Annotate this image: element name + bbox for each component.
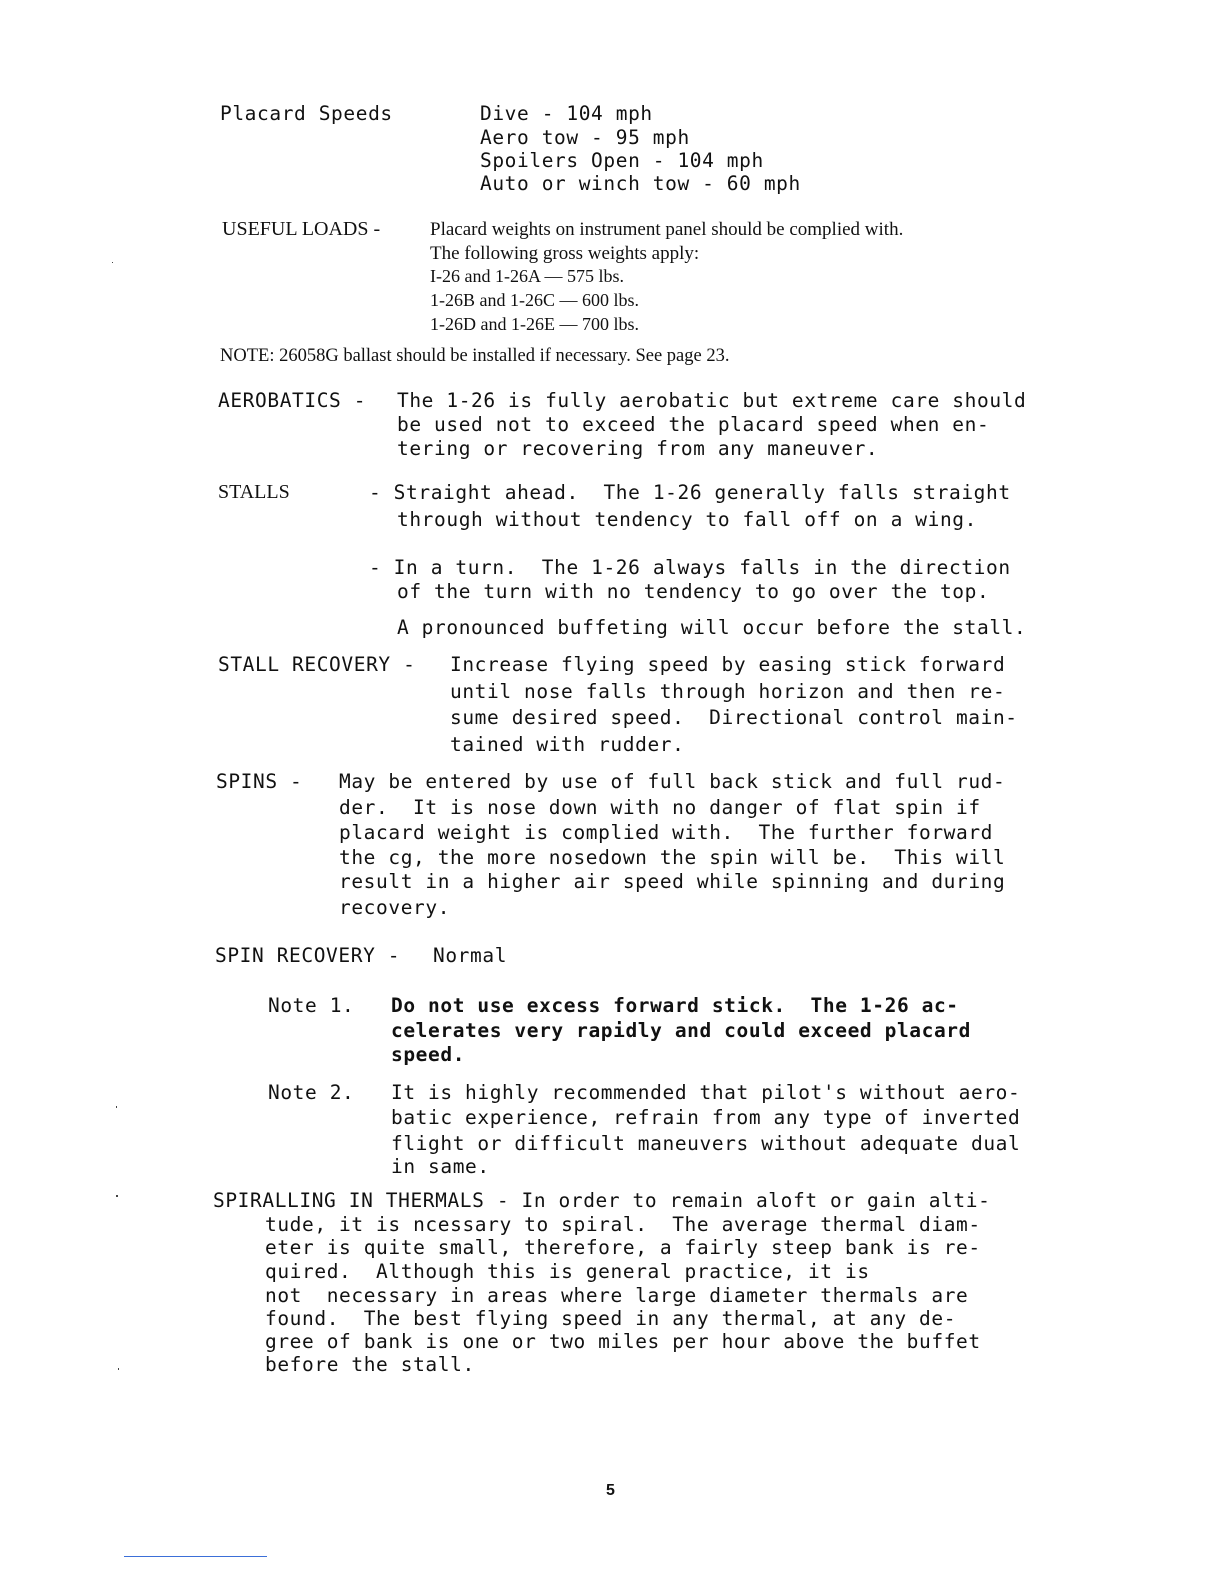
scan-speck [116, 1106, 117, 1108]
placard-speed-spoilers: Spoilers Open - 104 mph [480, 149, 764, 172]
spiralling-line-7: before the stall. [265, 1353, 475, 1376]
ballast-note: NOTE: 26058G ballast should be installed if necessary. See page 23. [220, 346, 730, 366]
useful-loads-weight-3: 1-26D and 1-26E — 700 lbs. [430, 314, 639, 334]
useful-loads-weight-2: 1-26B and 1-26C — 600 lbs. [430, 290, 639, 310]
note-1-line-1: Do not use excess forward stick. The 1-26 ac- [391, 994, 959, 1017]
scan-speck [118, 1368, 119, 1370]
spiralling-first-line: SPIRALLING IN THERMALS - In order to remain aloft or gain alti- [213, 1189, 991, 1212]
spins-label: SPINS - [216, 770, 303, 793]
stall-recovery-label: STALL RECOVERY - [218, 653, 416, 676]
placard-speeds-label: Placard Speeds [220, 102, 393, 125]
note-2-line-2: batic experience, refrain from any type of inverted [391, 1106, 1021, 1129]
scan-speck [112, 262, 113, 263]
placard-speed-dive: Dive - 104 mph [480, 102, 653, 125]
placard-speed-winch: Auto or winch tow - 60 mph [480, 172, 801, 195]
spiralling-line-3: quired. Although this is general practice, it is [265, 1260, 870, 1283]
spins-line-6: recovery. [339, 896, 451, 919]
useful-loads-weight-1: I-26 and 1-26A — 575 lbs. [430, 266, 624, 286]
stall-recovery-line-2: until nose falls through horizon and then re- [450, 680, 1006, 703]
stalls-buffet-line: A pronounced buffeting will occur before the stall. [397, 616, 1027, 639]
aerobatics-label: AEROBATICS - [218, 389, 367, 412]
note-1-line-2: celerates very rapidly and could exceed placard [391, 1019, 971, 1042]
stall-recovery-line-4: tained with rudder. [450, 733, 685, 756]
note-2-line-4: in same. [391, 1155, 490, 1178]
spins-line-3: placard weight is complied with. The further forward [339, 821, 994, 844]
spins-line-5: result in a higher air speed while spinning and during [339, 870, 1006, 893]
stall-recovery-line-1: Increase flying speed by easing stick forward [450, 653, 1006, 676]
spin-recovery-value: Normal [433, 944, 508, 967]
stall-recovery-line-3: sume desired speed. Directional control main- [450, 706, 1018, 729]
spiralling-line-4: not necessary in areas where large diameter thermals are [265, 1284, 969, 1307]
spins-line-1: May be entered by use of full back stick and full rud- [339, 770, 1006, 793]
page-number: 5 [606, 1482, 615, 1499]
footer-rule [124, 1556, 267, 1557]
spiralling-line-6: gree of bank is one or two miles per hour above the buffet [265, 1330, 981, 1353]
note-1-label: Note 1. [268, 994, 355, 1017]
spins-line-4: the cg, the more nosedown the spin will be. This will [339, 846, 1006, 869]
stalls-straight-line-2: through without tendency to fall off on a wing. [397, 508, 977, 531]
stalls-straight-line-1: - Straight ahead. The 1-26 generally falls straight [369, 481, 1011, 504]
stalls-turn-line-2: of the turn with no tendency to go over the top. [397, 580, 990, 603]
note-1-line-3: speed. [391, 1043, 466, 1066]
aerobatics-line-2: be used not to exceed the placard speed when en- [397, 413, 990, 436]
useful-loads-label: USEFUL LOADS - [222, 218, 381, 240]
stalls-label: STALLS [218, 481, 290, 503]
spiralling-line-1: tude, it is ncessary to spiral. The average thermal diam- [265, 1213, 981, 1236]
spin-recovery-label: SPIN RECOVERY - [215, 944, 401, 967]
spiralling-line-5: found. The best flying speed in any thermal, at any de- [265, 1307, 957, 1330]
note-2-line-1: It is highly recommended that pilot's without aero- [391, 1081, 1021, 1104]
spins-line-2: der. It is nose down with no danger of flat spin if [339, 796, 981, 819]
placard-speed-aerotow: Aero tow - 95 mph [480, 126, 690, 149]
scan-speck [116, 1195, 118, 1197]
note-2-label: Note 2. [268, 1081, 355, 1104]
stalls-turn-line-1: - In a turn. The 1-26 always falls in the direction [369, 556, 1011, 579]
useful-loads-line-1: Placard weights on instrument panel should be complied with. [430, 219, 904, 240]
aerobatics-line-3: tering or recovering from any maneuver. [397, 437, 879, 460]
useful-loads-line-2: The following gross weights apply: [430, 243, 700, 264]
aerobatics-line-1: The 1-26 is fully aerobatic but extreme care should [397, 389, 1027, 412]
spiralling-line-2: eter is quite small, therefore, a fairly steep bank is re- [265, 1236, 981, 1259]
note-2-line-3: flight or difficult maneuvers without adequate dual [391, 1132, 1021, 1155]
